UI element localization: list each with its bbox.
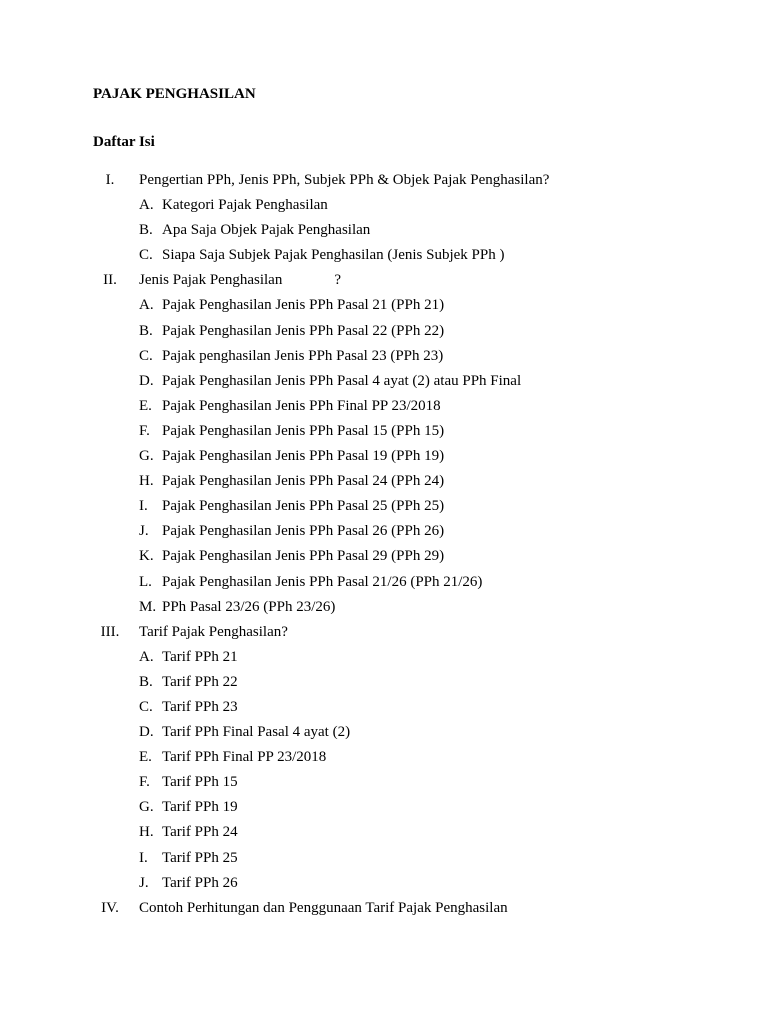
toc-item <box>0 321 768 346</box>
item-text: Tarif PPh 15 <box>162 774 238 791</box>
item-letter: D. <box>139 724 154 741</box>
section-title: Jenis Pajak Penghasilan <box>139 272 283 289</box>
toc-item <box>0 421 768 446</box>
item-text: Tarif PPh Final Pasal 4 ayat (2) <box>162 724 351 741</box>
item-letter: A. <box>139 297 154 314</box>
toc-item <box>0 647 768 672</box>
section-title: Contoh Perhitungan dan Penggunaan Tarif Pajak Penghasilan <box>139 899 508 916</box>
item-text: Pajak penghasilan Jenis PPh Pasal 23 (PPh 23) <box>162 347 444 364</box>
item-text: Kategori Pajak Penghasilan <box>162 197 328 214</box>
item-letter: J. <box>139 523 149 540</box>
section-number: I. <box>105 172 115 188</box>
document-title: PAJAK PENGHASILAN <box>93 86 256 102</box>
toc-item <box>0 371 768 396</box>
item-text: Pajak Penghasilan Jenis PPh Pasal 24 (PPh 24) <box>162 473 445 490</box>
item-letter: B. <box>139 322 153 339</box>
item-letter: C. <box>139 247 153 264</box>
item-text: Pajak Penghasilan Jenis PPh Pasal 26 (PPh 26) <box>162 523 445 540</box>
item-text: Pajak Penghasilan Jenis PPh Final PP 23/2018 <box>162 397 441 414</box>
item-letter: A. <box>139 197 154 214</box>
toc-item <box>0 295 768 320</box>
table-of-contents <box>0 170 768 923</box>
item-letter: H. <box>139 473 154 490</box>
item-letter: M. <box>139 598 157 615</box>
item-letter: F. <box>139 422 150 439</box>
item-letter: G. <box>139 448 154 465</box>
item-letter: C. <box>139 347 153 364</box>
item-text: Pajak Penghasilan Jenis PPh Pasal 4 ayat (2) atau PPh Final <box>162 372 522 389</box>
toc-item <box>0 496 768 521</box>
item-letter: A. <box>139 648 154 665</box>
section-title: Pengertian PPh, Jenis PPh, Subjek PPh & Objek Pajak Penghasilan? <box>139 172 550 188</box>
item-text: Apa Saja Objek Pajak Penghasilan <box>162 222 371 239</box>
item-text: Siapa Saja Subjek Pajak Penghasilan (Jenis Subjek PPh ) <box>162 247 505 264</box>
item-text: Pajak Penghasilan Jenis PPh Pasal 29 (PPh 29) <box>162 548 445 565</box>
item-letter: H. <box>139 824 154 841</box>
toc-item <box>0 722 768 747</box>
item-letter: I. <box>139 849 148 866</box>
item-text: Tarif PPh 23 <box>162 698 238 715</box>
section-number: II. <box>103 272 117 289</box>
item-text: Pajak Penghasilan Jenis PPh Pasal 21/26 (PPh 21/26) <box>162 573 483 590</box>
toc-item <box>0 697 768 722</box>
toc-item <box>0 346 768 371</box>
section-title-wrap <box>139 270 341 290</box>
item-letter: K. <box>139 548 154 565</box>
toc-item <box>0 546 768 571</box>
toc-item <box>0 873 768 898</box>
section-number: III. <box>100 623 120 640</box>
item-letter: F. <box>139 774 150 791</box>
toc-section <box>0 170 768 195</box>
toc-item <box>0 471 768 496</box>
item-letter: L. <box>139 573 152 590</box>
section-title-wrap <box>139 622 288 642</box>
section-title-wrap <box>139 170 549 190</box>
toc-item <box>0 772 768 797</box>
toc-item <box>0 848 768 873</box>
item-text: Tarif PPh 26 <box>162 874 238 891</box>
toc-section <box>0 622 768 647</box>
toc-item <box>0 797 768 822</box>
item-letter: G. <box>139 799 154 816</box>
item-letter: E. <box>139 749 152 766</box>
toc-item <box>0 220 768 245</box>
toc-item <box>0 396 768 421</box>
item-text: Pajak Penghasilan Jenis PPh Pasal 21 (PPh 21) <box>162 297 445 314</box>
section-title: Tarif Pajak Penghasilan? <box>139 623 288 640</box>
toc-item <box>0 672 768 697</box>
item-text: Tarif PPh 25 <box>162 849 238 866</box>
item-text: Pajak Penghasilan Jenis PPh Pasal 15 (PPh 15) <box>162 422 445 439</box>
item-letter: C. <box>139 698 153 715</box>
item-text: Pajak Penghasilan Jenis PPh Pasal 19 (PPh 19) <box>162 448 445 465</box>
item-text: Tarif PPh Final PP 23/2018 <box>162 749 327 766</box>
item-letter: I. <box>139 498 148 515</box>
section-number: IV. <box>101 899 119 916</box>
section-title-wrap <box>139 898 508 918</box>
item-text: Tarif PPh 24 <box>162 824 238 841</box>
toc-item <box>0 521 768 546</box>
item-text: Pajak Penghasilan Jenis PPh Pasal 22 (PPh 22) <box>162 322 445 339</box>
item-letter: J. <box>139 874 149 891</box>
item-text: Pajak Penghasilan Jenis PPh Pasal 25 (PPh 25) <box>162 498 445 515</box>
toc-item <box>0 245 768 270</box>
toc-item <box>0 195 768 220</box>
section-title-suffix: ? <box>334 272 341 289</box>
item-text: Tarif PPh 19 <box>162 799 238 816</box>
item-text: PPh Pasal 23/26 (PPh 23/26) <box>162 598 336 615</box>
toc-heading: Daftar Isi <box>93 134 155 150</box>
toc-item <box>0 822 768 847</box>
item-letter: B. <box>139 673 153 690</box>
item-text: Tarif PPh 22 <box>162 673 238 690</box>
item-letter: D. <box>139 372 154 389</box>
toc-item <box>0 597 768 622</box>
item-letter: E. <box>139 397 152 414</box>
item-text: Tarif PPh 21 <box>162 648 238 665</box>
toc-section <box>0 270 768 295</box>
toc-item <box>0 747 768 772</box>
toc-item <box>0 572 768 597</box>
item-letter: B. <box>139 222 153 239</box>
toc-section <box>0 898 768 923</box>
toc-item <box>0 446 768 471</box>
